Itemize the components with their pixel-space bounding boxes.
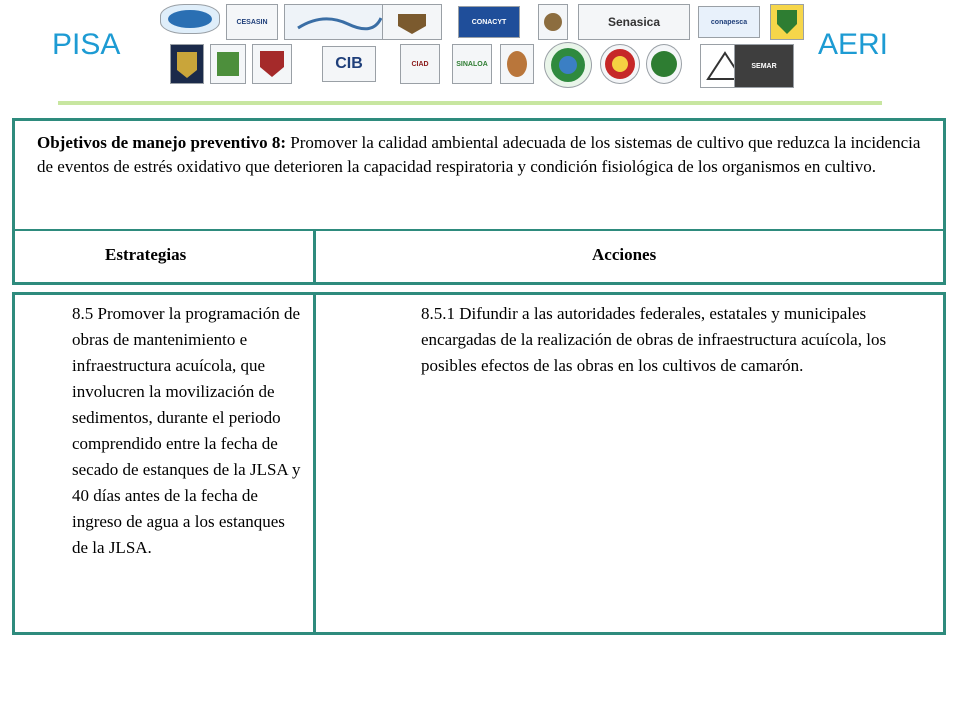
senasica-logo <box>578 4 690 40</box>
strategy-cell: 8.5 Promover la programación de obras de mantenimiento e infraestructura acuícola, que involucren la movilización de sedimentos, durante el periodo comprendido entre la fecha de secado de estanques de la JLSA y 40 días antes de la fecha de ingreso de agua a los estanques de la JLSA. <box>72 304 301 557</box>
content-column-divider <box>313 295 316 632</box>
ciad-logo-text: CIAD <box>411 60 429 68</box>
state-seal-logo <box>252 44 292 84</box>
actions-header: Acciones <box>592 245 657 264</box>
semar-logo <box>734 44 794 88</box>
sinaloa-logo <box>452 44 492 84</box>
coat-of-arms-logo <box>210 44 246 84</box>
content-panel <box>12 292 946 635</box>
objective-text <box>37 131 933 179</box>
semar-logo-text: SEMAR <box>751 62 777 70</box>
circular-seal-logo <box>544 42 592 88</box>
partner-logos <box>160 0 810 92</box>
round-emblem-2-logo <box>646 44 682 84</box>
conapesca-logo-text: conapesca <box>710 18 748 26</box>
cesasin-logo <box>226 4 278 40</box>
partner-logo-4 <box>382 4 442 40</box>
sagarpa-logo <box>538 4 568 40</box>
pisa-brand: PISA <box>52 28 121 61</box>
header-divider <box>58 101 882 105</box>
cib-logo-text: CIB <box>335 55 363 72</box>
sinaloa-logo-text: SINALOA <box>456 60 488 68</box>
state-shield-logo <box>770 4 804 40</box>
objective-description: Promover la calidad ambiental adecuada de los sistemas de cultivo que reduzca la incidencia de eventos de estrés oxidativo que deterioren la capacidad respiratoria y condición fisiológica de los organismos en cultivo. <box>37 133 921 176</box>
conacyt-logo <box>458 6 520 38</box>
partner-logo-1 <box>160 4 220 34</box>
ciad-logo <box>400 44 440 84</box>
round-emblem-logo <box>600 44 640 84</box>
objective-label: Objetivos de manejo preventivo 8: <box>37 133 286 152</box>
conacyt-logo-text: CONACYT <box>471 18 507 26</box>
partner-logo-16 <box>500 44 534 84</box>
header-row-divider <box>15 229 943 231</box>
strategies-header: Estrategias <box>105 245 187 264</box>
aeri-brand: AERI <box>818 28 889 61</box>
objective-panel <box>12 118 946 285</box>
cesasin-logo-text: CESASIN <box>236 18 268 26</box>
action-cell: 8.5.1 Difundir a las autoridades federales, estatales y municipales encargadas de la realización de obras de infraestructura acuícola, los posibles efectos de las obras en los cultivos de camarón. <box>421 304 887 375</box>
senasica-logo-text: Senasica <box>607 15 661 29</box>
header-column-divider <box>313 231 316 282</box>
conapesca-logo <box>698 6 760 38</box>
cib-logo <box>322 46 376 82</box>
partner-logo-3 <box>284 4 392 40</box>
unam-logo <box>170 44 204 84</box>
